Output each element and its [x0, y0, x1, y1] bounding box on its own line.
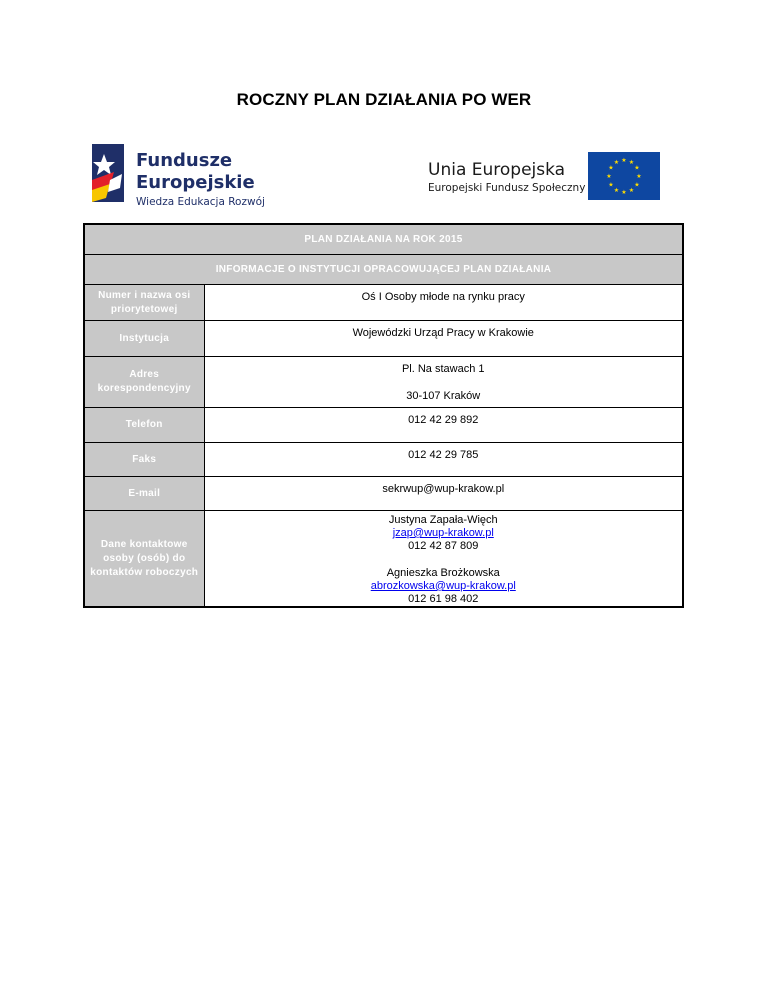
value-institution: Wojewódzki Urząd Pracy w Krakowie [204, 321, 683, 357]
eu-flag-icon [588, 152, 660, 200]
unia-europejska-logo [424, 150, 664, 205]
svg-text:★: ★ [634, 164, 640, 172]
svg-text:★: ★ [636, 173, 642, 180]
svg-text:★: ★ [634, 181, 640, 189]
svg-text:★: ★ [628, 159, 635, 166]
table-header-info: INFORMACJE O INSTYTUCJI OPRACOWUJĄCEJ PLAN DZIAŁANIA [84, 255, 683, 285]
logo-fe-line2: Europejskie [136, 172, 255, 193]
svg-text:★: ★ [621, 189, 627, 196]
table-row [84, 443, 683, 477]
svg-text:★: ★ [608, 181, 614, 189]
table-row [84, 321, 683, 357]
contact1-email-link[interactable]: jzap@wup-krakow.pl [392, 527, 494, 539]
contact2-phone: 012 61 98 402 [408, 593, 479, 605]
svg-text:★: ★ [606, 173, 612, 180]
contact2-email-link[interactable]: abrozkowska@wup-krakow.pl [370, 580, 516, 592]
table-header-plan: PLAN DZIAŁANIA NA ROK 2015 [84, 224, 683, 255]
value-contacts [204, 511, 683, 608]
value-phone: 012 42 29 892 [204, 408, 683, 443]
label-institution: Instytucja [84, 321, 204, 357]
value-email: sekrwup@wup-krakow.pl [204, 477, 683, 511]
fundusze-europejskie-logo-icon [84, 140, 132, 206]
contact1-phone: 012 42 87 809 [408, 540, 479, 552]
logo-fe-line1: Fundusze [136, 150, 233, 171]
logo-fe-subtitle: Wiedza Edukacja Rozwój [136, 196, 265, 208]
logo-ue-title: Unia Europejska [428, 160, 566, 180]
svg-text:★: ★ [608, 164, 614, 172]
page-title: ROCZNY PLAN DZIAŁANIA PO WER [236, 90, 532, 109]
contact1-name: Justyna Zapała-Więch [388, 514, 498, 526]
svg-text:★: ★ [621, 157, 627, 164]
address-line2: 30-107 Kraków [406, 390, 481, 402]
table-row [84, 477, 683, 511]
contact2-name: Agnieszka Brożkowska [386, 567, 500, 579]
table-row [84, 285, 683, 321]
address-line1: Pl. Na stawach 1 [401, 363, 485, 375]
value-address [204, 357, 683, 408]
value-axis: Oś I Osoby młode na rynku pracy [204, 285, 683, 321]
value-fax: 012 42 29 785 [204, 443, 683, 477]
svg-text:★: ★ [628, 187, 635, 194]
label-address: Adres korespondencyjny [84, 357, 204, 408]
svg-text:★: ★ [613, 159, 620, 166]
label-email: E-mail [84, 477, 204, 511]
fundusze-europejskie-logo [84, 140, 274, 210]
label-contacts: Dane kontaktowe osoby (osób) do kontaktów roboczych [84, 511, 204, 608]
plan-table [83, 223, 684, 608]
label-fax: Faks [84, 443, 204, 477]
svg-text:★: ★ [613, 187, 620, 194]
label-axis: Numer i nazwa osi priorytetowej [84, 285, 204, 321]
logo-ue-subtitle: Europejski Fundusz Społeczny [428, 182, 586, 194]
table-row [84, 408, 683, 443]
table-row [84, 511, 683, 608]
table-row [84, 357, 683, 408]
label-phone: Telefon [84, 408, 204, 443]
